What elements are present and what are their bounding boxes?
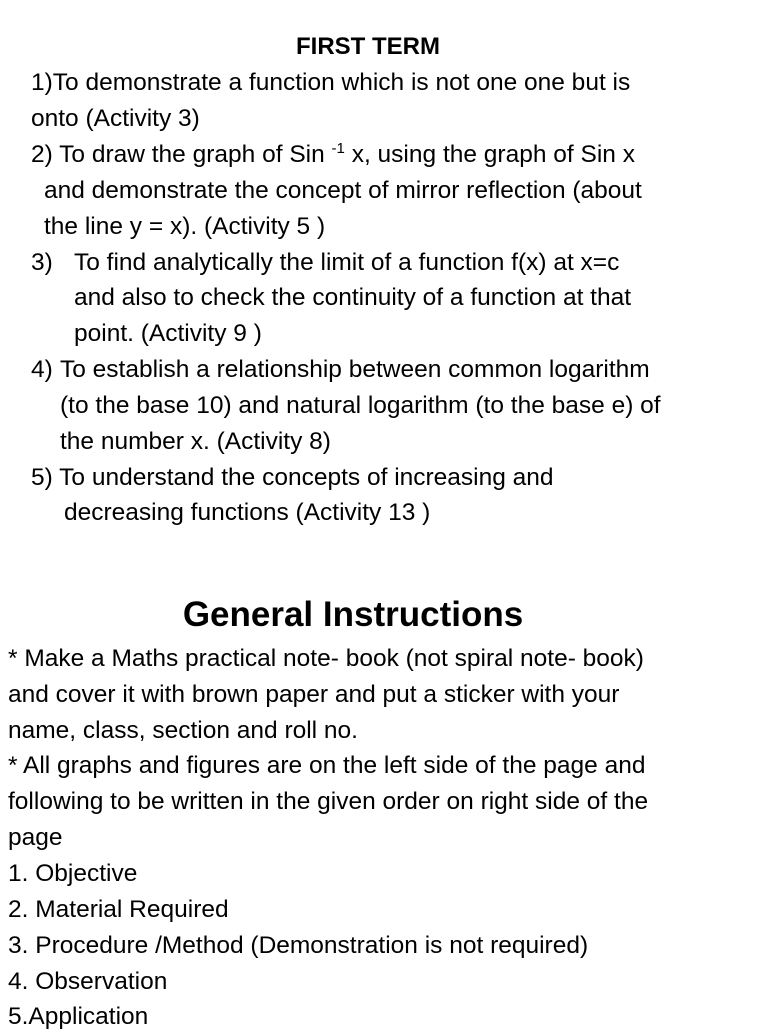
- inverse-superscript: -1: [331, 140, 345, 157]
- instruction-notebook-line3: name, class, section and roll no.: [8, 717, 358, 744]
- order-item-procedure: 3. Procedure /Method (Demonstration is not required): [8, 932, 589, 959]
- first-term-heading: FIRST TERM: [296, 33, 440, 60]
- item3-line3: point. (Activity 9 ): [74, 320, 262, 347]
- order-item-application: 5.Application: [8, 1003, 149, 1030]
- instruction-graphs-line2: following to be written in the given order on right side of the: [8, 788, 649, 815]
- order-item-observation: 4. Observation: [8, 968, 168, 995]
- general-instructions-heading: General Instructions: [182, 595, 524, 634]
- item4-line1: To establish a relationship between common logarithm: [60, 356, 650, 383]
- item2-line3: the line y = x). (Activity 5 ): [44, 213, 326, 240]
- item4-number: 4): [31, 356, 53, 383]
- item3-line1: To find analytically the limit of a function f(x) at x=c: [74, 249, 620, 276]
- item1-line1: 1)To demonstrate a function which is not one one but is: [31, 69, 631, 96]
- item2-line2: and demonstrate the concept of mirror reflection (about: [44, 177, 642, 204]
- item4-line2: (to the base 10) and natural logarithm (to the base e) of: [60, 392, 661, 419]
- item1-line2: onto (Activity 3): [31, 105, 200, 132]
- instruction-notebook-line2: and cover it with brown paper and put a sticker with your: [8, 681, 620, 708]
- order-item-objective: 1. Objective: [8, 860, 138, 887]
- order-item-material: 2. Material Required: [8, 896, 229, 923]
- item3-line2: and also to check the continuity of a function at that: [74, 284, 632, 311]
- item3-number: 3): [31, 249, 53, 276]
- item2-line1-text-end: x, using the graph of Sin x: [344, 141, 635, 168]
- item5-line1: 5) To understand the concepts of increasing and: [31, 464, 554, 491]
- item2-line1: [31, 139, 635, 171]
- item5-line2: decreasing functions (Activity 13 ): [64, 499, 431, 526]
- instruction-graphs-line3: page: [8, 824, 63, 851]
- item4-line3: the number x. (Activity 8): [60, 428, 331, 455]
- instruction-graphs-line1: * All graphs and figures are on the left side of the page and: [8, 752, 646, 779]
- instruction-notebook-line1: * Make a Maths practical note- book (not spiral note- book): [8, 645, 644, 672]
- item2-line1-text: 2) To draw the graph of Sin: [31, 141, 332, 168]
